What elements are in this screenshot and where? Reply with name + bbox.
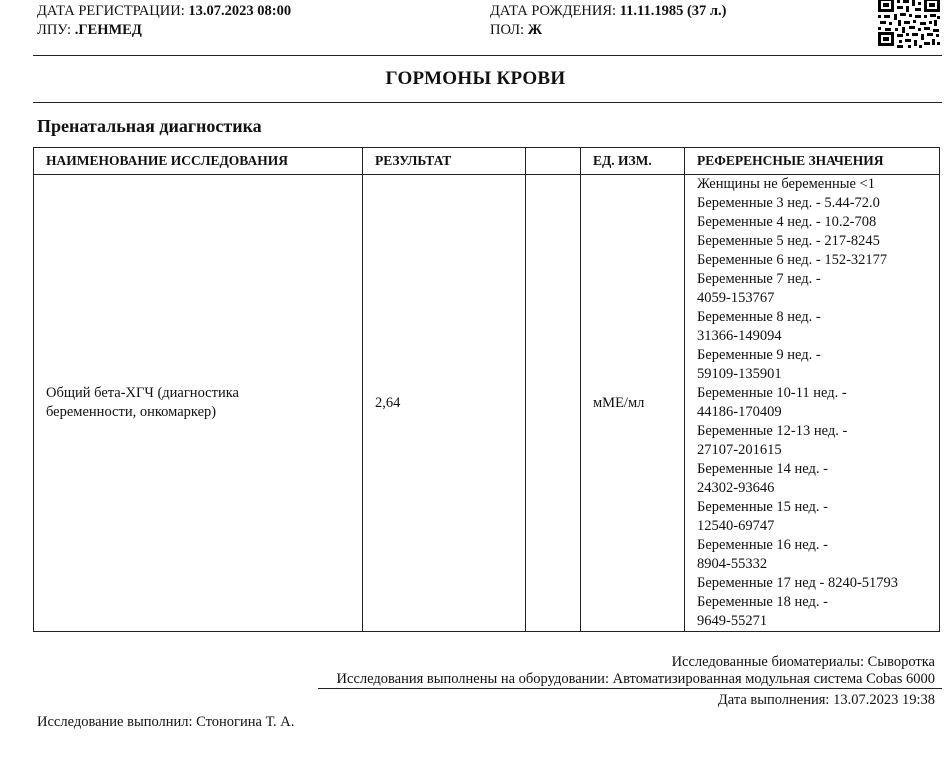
completion-date: Дата выполнения: 13.07.2023 19:38 [717, 692, 935, 708]
column-header-reference: РЕФЕРЕНСНЫЕ ЗНАЧЕНИЯ [685, 148, 940, 175]
footer-divider [318, 688, 942, 689]
reference-line: 12540-69747 [697, 518, 775, 534]
sex-label: ПОЛ: [490, 22, 525, 38]
reference-line: Беременные 3 нед. - 5.44-72.0 [697, 195, 880, 211]
registration-label: ДАТА РЕГИСТРАЦИИ: [37, 3, 185, 19]
equipment-note: Исследования выполнены на оборудовании: Автоматизированная модульная система Cobas 6000 [336, 671, 935, 687]
reference-line: 8904-55332 [697, 556, 768, 572]
biomaterial-note: Исследованные биоматериалы: Сыворотка [671, 654, 935, 670]
column-header-result: РЕЗУЛЬТАТ [363, 148, 526, 175]
test-flag [526, 175, 581, 632]
reference-line: Беременные 18 нед. - [697, 594, 828, 610]
reference-line: Беременные 15 нед. - [697, 499, 828, 515]
sex-value: Ж [527, 22, 543, 38]
lpu-label: ЛПУ: [37, 22, 72, 38]
header-divider [33, 55, 942, 56]
reference-line: Беременные 4 нед. - 10.2-708 [697, 214, 877, 230]
title-divider [33, 102, 942, 103]
reference-line: Беременные 9 нед. - [697, 347, 821, 363]
lpu-value: .ГЕНМЕД [74, 22, 142, 38]
reference-line: 4059-153767 [697, 290, 775, 306]
results-table [33, 147, 940, 632]
test-unit: мМЕ/мл [581, 175, 685, 632]
reference-values [685, 175, 940, 632]
reference-line: Беременные 12-13 нед. - [697, 423, 848, 439]
reference-line: Женщины не беременные <1 [697, 176, 875, 192]
lpu [37, 21, 142, 40]
reference-line: Беременные 14 нед. - [697, 461, 828, 477]
reference-line: Беременные 6 нед. - 152-32177 [697, 252, 888, 268]
reference-line: Беременные 5 нед. - 217-8245 [697, 233, 880, 249]
reference-line: Беременные 8 нед. - [697, 309, 821, 325]
column-header-name: НАИМЕНОВАНИЕ ИССЛЕДОВАНИЯ [34, 148, 363, 175]
table-header-row [34, 148, 940, 175]
qr-code-icon [876, 0, 942, 48]
reference-line: 9649-55271 [697, 613, 768, 629]
sex [490, 21, 542, 40]
reference-line: 59109-135901 [697, 366, 782, 382]
reference-line: Беременные 10-11 нед. - [697, 385, 847, 401]
birth-value: 11.11.1985 (37 л.) [619, 3, 727, 19]
page-title: ГОРМОНЫ КРОВИ [385, 68, 566, 89]
test-result: 2,64 [363, 175, 526, 632]
birth-label: ДАТА РОЖДЕНИЯ: [490, 3, 617, 19]
reference-line: 24302-93646 [697, 480, 775, 496]
column-header-empty [526, 148, 581, 175]
test-name: Общий бета-ХГЧ (диагностика беременности, онкомаркер) [34, 175, 363, 632]
reference-line: 27107-201615 [697, 442, 782, 458]
registration-date [37, 2, 291, 21]
birth-date [490, 2, 727, 21]
reference-line: Беременные 7 нед. - [697, 271, 821, 287]
reference-line: Беременные 16 нед. - [697, 537, 828, 553]
registration-value: 13.07.2023 08:00 [188, 3, 292, 19]
section-title: Пренатальная диагностика [37, 116, 262, 136]
performer: Исследование выполнил: Стоногина Т. А. [37, 714, 295, 730]
reference-line: Беременные 17 нед - 8240-51793 [697, 575, 899, 591]
reference-line: 31366-149094 [697, 328, 782, 344]
reference-line: 44186-170409 [697, 404, 782, 420]
table-row [34, 175, 940, 632]
column-header-unit: ЕД. ИЗМ. [581, 148, 685, 175]
